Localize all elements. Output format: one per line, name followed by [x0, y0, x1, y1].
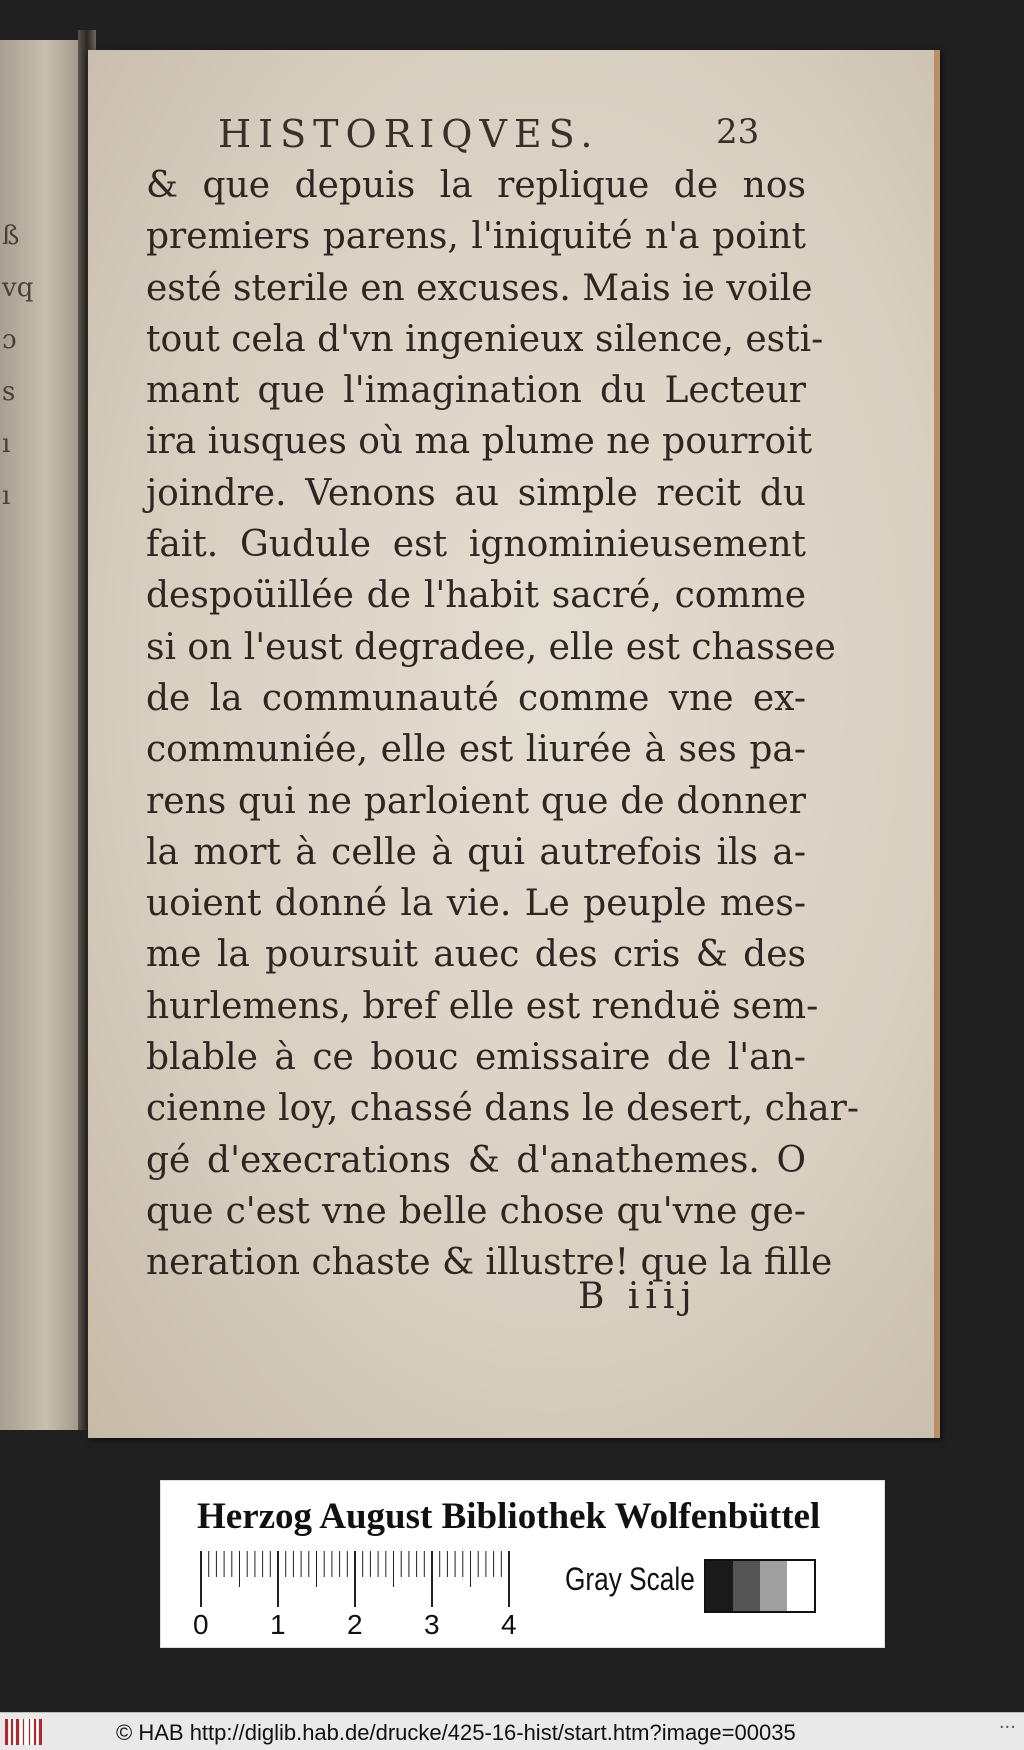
logo-bar: [34, 1719, 36, 1745]
left-fragment: s: [2, 377, 16, 407]
text-line: blable à ce bouc emissaire de l'an-: [146, 1037, 806, 1079]
left-fragment: ß: [2, 221, 20, 251]
text-line: joindre. Venons au simple recit du: [146, 472, 806, 514]
text-line: hurlemens, bref elle est renduë sem-: [146, 985, 819, 1027]
grayscale-patch: [733, 1561, 760, 1611]
text-line: cienne loy, chassé dans le desert, char-: [146, 1088, 859, 1130]
text-line: communiée, elle est liurée à ses pa-: [146, 729, 806, 771]
text-line: & que depuis la replique de nos: [146, 165, 806, 206]
footer-bar: [0, 1712, 1024, 1750]
text-line: premiers parens, l'iniquité n'a point: [146, 216, 806, 258]
page-number: 23: [716, 112, 760, 152]
text-line: de la communauté comme vne ex-: [146, 677, 806, 719]
signature-mark: B iiij: [578, 1276, 698, 1317]
logo-bar: [37, 1719, 38, 1745]
text-line: esté sterile en excuses. Mais ie voile: [146, 267, 813, 309]
text-line: que c'est vne belle chose qu'vne ge-: [146, 1190, 806, 1232]
logo-bar: [23, 1719, 24, 1745]
text-line: neration chaste & illustre! que la fille: [146, 1242, 833, 1284]
ruler-label: 0: [193, 1609, 209, 1640]
logo-bar: [16, 1719, 19, 1745]
grayscale-patch: [760, 1561, 787, 1611]
left-fragment: ɔ: [2, 325, 17, 355]
ruler-labels: [189, 1609, 559, 1643]
ruler-label: 4: [501, 1609, 517, 1640]
text-line: tout cela d'vn ingenieux silence, esti-: [146, 318, 824, 360]
measurement-ruler: [199, 1551, 543, 1609]
text-line: gé d'execrations & d'anathemes. O: [146, 1139, 806, 1181]
grayscale-patch: [787, 1561, 814, 1611]
left-page-edge: [0, 40, 84, 1430]
text-line: uoient donné la vie. Le peuple mes-: [146, 883, 806, 925]
book-page: [88, 50, 940, 1438]
logo-bar: [20, 1719, 22, 1745]
text-block: [146, 160, 859, 1289]
ruler-label: 1: [270, 1609, 286, 1640]
ruler-label: 3: [424, 1609, 440, 1640]
left-page-text-fragments: [2, 210, 32, 522]
text-line: despoüillée de l'habit sacré, comme: [146, 575, 806, 617]
running-head: HISTORIQVES.: [218, 112, 600, 156]
hab-barcode-logo-icon[interactable]: [4, 1719, 48, 1745]
logo-bar: [14, 1719, 15, 1745]
grayscale-patches: [704, 1559, 816, 1613]
left-fragment: ı: [2, 429, 11, 459]
text-line: me la poursuit auec des cris & des: [146, 934, 806, 976]
color-calibration-card: [160, 1480, 885, 1648]
footer-credit: [116, 1720, 796, 1746]
copyright-text: © HAB: [116, 1720, 184, 1745]
logo-bar: [31, 1719, 33, 1745]
text-line: ira iusques où ma plume ne pourroit: [146, 421, 813, 463]
text-line: rens qui ne parloient que de donner: [146, 780, 806, 822]
permalink-url[interactable]: http://diglib.hab.de/drucke/425-16-hist/start.htm?image=00035: [189, 1720, 796, 1745]
grayscale-patch: [706, 1561, 733, 1611]
grayscale-label: Gray Scale: [565, 1561, 695, 1597]
left-fragment: vq: [2, 273, 34, 303]
left-fragment: ı: [2, 481, 11, 511]
text-line: mant que l'imagination du Lecteur: [146, 370, 806, 412]
logo-bar: [5, 1719, 8, 1745]
ruler-label: 2: [347, 1609, 363, 1640]
logo-bar: [39, 1719, 42, 1745]
logo-bar: [11, 1719, 13, 1745]
institution-name: Herzog August Bibliothek Wolfenbüttel: [197, 1496, 821, 1537]
logo-bar: [9, 1719, 10, 1745]
text-line: si on l'eust degradee, elle est chassee: [146, 626, 836, 668]
logo-bar: [25, 1719, 28, 1745]
text-line: la mort à celle à qui autrefois ils a-: [146, 831, 806, 873]
logo-bar: [29, 1719, 30, 1745]
ellipsis-icon[interactable]: ···: [998, 1717, 1016, 1738]
text-line: fait. Gudule est ignominieusement: [146, 524, 806, 566]
